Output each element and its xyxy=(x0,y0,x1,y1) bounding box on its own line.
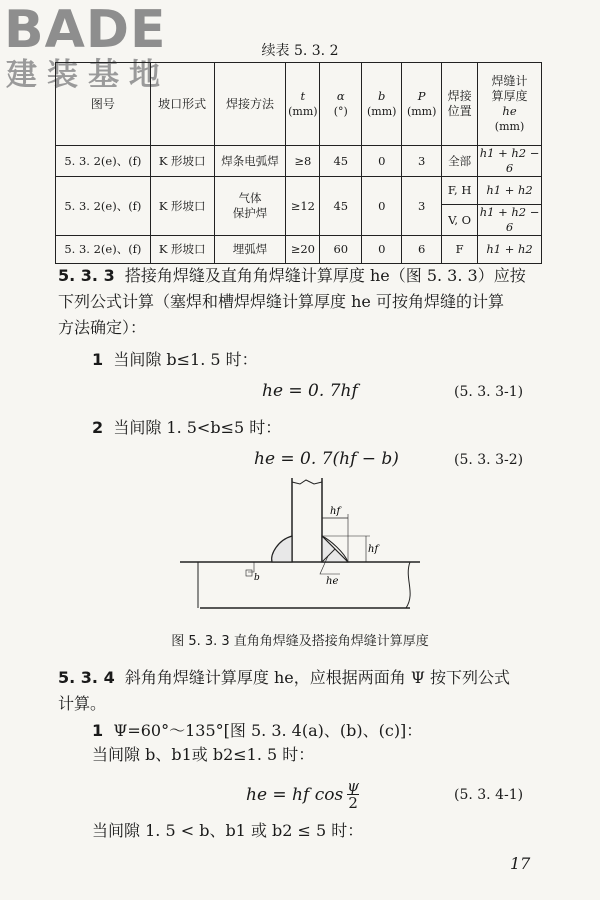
equation-number: (5. 3. 3-1) xyxy=(454,384,524,400)
cell-groove: K 形坡口 xyxy=(150,177,214,236)
item-text: 当间隙 b≤1. 5 时： xyxy=(113,350,258,369)
cell-alpha: 60 xyxy=(320,236,362,264)
weld-spec-table xyxy=(55,62,542,264)
header-position: 焊接 位置 xyxy=(442,63,478,146)
header-alpha: α (°) xyxy=(320,63,362,146)
cell-b: 0 xyxy=(362,236,402,264)
header-he: 焊缝计 算厚度 he (mm) xyxy=(478,63,542,146)
fraction-numerator: ψ xyxy=(347,777,360,795)
fraction-denominator: 2 xyxy=(348,794,358,812)
item-number: 2 xyxy=(92,418,104,437)
header-b: b (mm) xyxy=(362,63,402,146)
cell-alpha: 45 xyxy=(320,177,362,236)
formula-lhs: he = hf cos xyxy=(246,784,344,805)
cell-fig: 5. 3. 2(e)、(f) xyxy=(56,177,151,236)
paragraph-line: 搭接角焊缝及直角角焊缝计算厚度 he（图 5. 3. 3）应按 xyxy=(124,266,526,285)
cell-he: h1 + h2 − 6 xyxy=(478,205,542,236)
cell-p: 3 xyxy=(402,146,442,177)
cell-p: 3 xyxy=(402,177,442,236)
cell-groove: K 形坡口 xyxy=(150,146,214,177)
table-title: 续表 5. 3. 2 xyxy=(261,43,339,59)
header-p: P (mm) xyxy=(402,63,442,146)
left-fillet-weld xyxy=(272,536,292,562)
table-row xyxy=(56,146,542,177)
gap-marker xyxy=(248,562,254,572)
formula-5-3-4-1 xyxy=(246,778,359,811)
label-b: b xyxy=(254,573,260,583)
header-method: 焊接方法 xyxy=(214,63,286,146)
cell-pos: V, O xyxy=(442,205,478,236)
cell-fig: 5. 3. 2(e)、(f) xyxy=(56,146,151,177)
equation-number: (5. 3. 4-1) xyxy=(454,787,524,803)
fraction xyxy=(347,778,359,811)
gap-box xyxy=(246,570,252,576)
label-hf-side: hf xyxy=(368,544,379,555)
item-2 xyxy=(92,415,281,441)
item-1 xyxy=(92,347,258,373)
figure-5-3-3 xyxy=(180,478,440,618)
condition-text: 当间隙 1. 5 < b、b1 或 b2 ≤ 5 时： xyxy=(92,821,364,840)
label-he: he xyxy=(326,576,339,587)
cell-fig: 5. 3. 2(e)、(f) xyxy=(56,236,151,264)
paragraph-line: 斜角角焊缝计算厚度 he，应根据两面角 Ψ 按下列公式 xyxy=(124,668,510,687)
header-groove: 坡口形式 xyxy=(150,63,214,146)
label-hf-top: hf xyxy=(330,506,341,517)
cell-he: h1 + h2 xyxy=(478,236,542,264)
item-number: 1 xyxy=(92,721,104,740)
cell-t: ≥8 xyxy=(286,146,320,177)
condition-text: 当间隙 b、b1或 b2≤1. 5 时： xyxy=(92,745,315,764)
cell-method: 焊条电弧焊 xyxy=(214,146,286,177)
cell-he: h1 + h2 − 6 xyxy=(478,146,542,177)
clause-number: 5. 3. 3 xyxy=(58,266,115,285)
item-text: 当间隙 1. 5<b≤5 时： xyxy=(113,418,282,437)
cell-t: ≥20 xyxy=(286,236,320,264)
paragraph-line: 计算。 xyxy=(58,694,107,713)
header-t: t (mm) xyxy=(286,63,320,146)
clause-number: 5. 3. 4 xyxy=(58,668,115,687)
cell-method: 埋弧焊 xyxy=(214,236,286,264)
equation-number: (5. 3. 3-2) xyxy=(454,452,524,468)
logo-wordmark: BADE xyxy=(4,0,167,60)
table-row xyxy=(56,236,542,264)
cell-pos: F, H xyxy=(442,177,478,205)
web-plate xyxy=(292,478,322,562)
cell-b: 0 xyxy=(362,146,402,177)
item-text: Ψ=60°～135°[图 5. 3. 4(a)、(b)、(c)]： xyxy=(113,721,423,740)
paragraph-line: 下列公式计算（塞焊和槽焊焊缝计算厚度 he 可按角焊缝的计算 xyxy=(58,292,504,311)
cell-method: 气体 保护焊 xyxy=(214,177,286,236)
paragraph-line: 方法确定）： xyxy=(58,318,147,337)
figure-caption: 图 5. 3. 3 直角角焊缝及搭接角焊缝计算厚度 xyxy=(171,634,429,649)
item-1 xyxy=(92,718,422,744)
table-header-row xyxy=(56,63,542,146)
web-break-line xyxy=(292,480,322,484)
logo-subtitle: 建装基地 xyxy=(6,57,170,93)
plate-right-break xyxy=(406,562,410,608)
cell-alpha: 45 xyxy=(320,146,362,177)
header-figure-no: 图号 xyxy=(56,63,151,146)
cell-p: 6 xyxy=(402,236,442,264)
cell-t: ≥12 xyxy=(286,177,320,236)
section-5-3-4 xyxy=(58,665,548,717)
formula-5-3-3-1: he = 0. 7hf xyxy=(262,381,358,401)
cell-pos: 全部 xyxy=(442,146,478,177)
page-number: 17 xyxy=(510,854,531,873)
cell-b: 0 xyxy=(362,177,402,236)
cell-pos: F xyxy=(442,236,478,264)
cell-he: h1 + h2 xyxy=(478,177,542,205)
formula-5-3-3-2: he = 0. 7(hf − b) xyxy=(254,449,399,469)
table-row xyxy=(56,177,542,205)
section-5-3-3 xyxy=(58,263,548,341)
cell-groove: K 形坡口 xyxy=(150,236,214,264)
item-number: 1 xyxy=(92,350,104,369)
